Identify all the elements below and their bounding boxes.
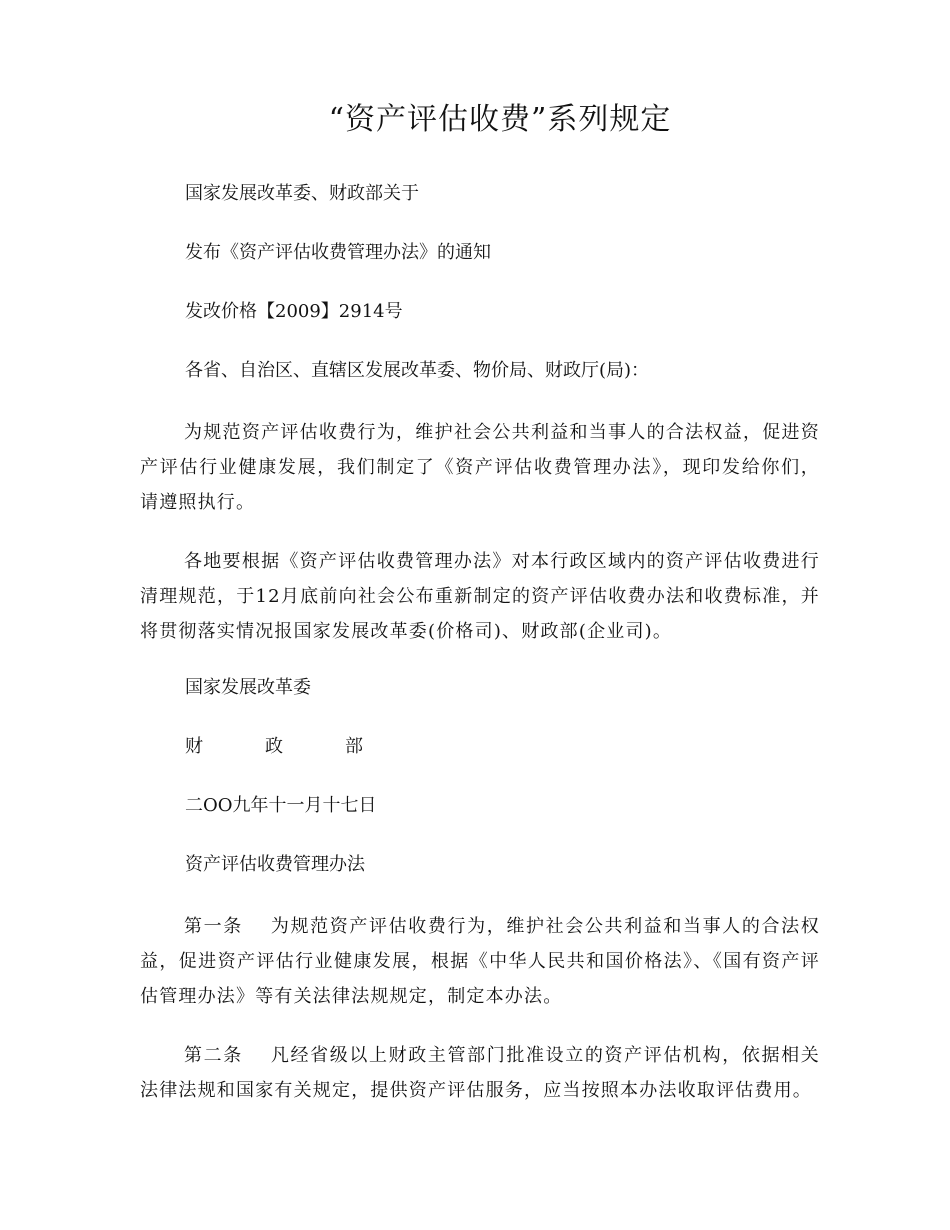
signer-mof [185,733,425,761]
article-2-body: 凡经省级以上财政主管部门批准设立的资产评估机构，依据相关法律法规和国家有关规定，提供资产评估服务，应当按照本办法收取评估费用。 [140,1045,820,1101]
document-number: 发改价格【2009】2914号 [185,301,403,322]
signer-ndrc: 国家发展改革委 [185,677,311,698]
article-1-body: 为规范资产评估收费行为，维护社会公共利益和当事人的合法权益，促进资产评估行业健康发展，根据《中华人民共和国价格法》、《国有资产评估管理办法》等有关法律法规规定，制定本办法。 [140,916,820,1007]
signer-mof-char-2: 政 [265,736,283,757]
notice-paragraph-1: 为规范资产评估收费行为，维护社会公共利益和当事人的合法权益，促进资产评估行业健康发展，我们制定了《资产评估收费管理办法》，现印发给你们，请遵照执行。 [140,422,820,513]
article-2-heading: 第二条 [184,1045,243,1066]
article-2 [140,1038,820,1108]
notice-header-line-1: 国家发展改革委、财政部关于 [185,183,419,204]
notice-paragraph-2: 各地要根据《资产评估收费管理办法》对本行政区域内的资产评估收费进行清理规范，于12月底前向社会公布重新制定的资产评估收费办法和收费标准，并将贯彻落实情况报国家发展改革委(价格司)、财政部(企业司)。 [140,551,820,642]
article-1-heading: 第一条 [184,916,243,937]
notice-header-line-2: 发布《资产评估收费管理办法》的通知 [185,242,491,263]
regulation-title: 资产评估收费管理办法 [185,854,365,875]
addressee-line: 各省、自治区、直辖区发展改革委、物价局、财政厅(局)： [185,360,650,381]
signer-mof-char-3: 部 [345,736,363,757]
article-1 [140,909,820,1014]
signer-mof-char-1: 财 [185,736,203,757]
notice-date: 二OO九年十一月十七日 [185,795,377,816]
document-title: “资产评估收费”系列规定 [328,102,672,137]
